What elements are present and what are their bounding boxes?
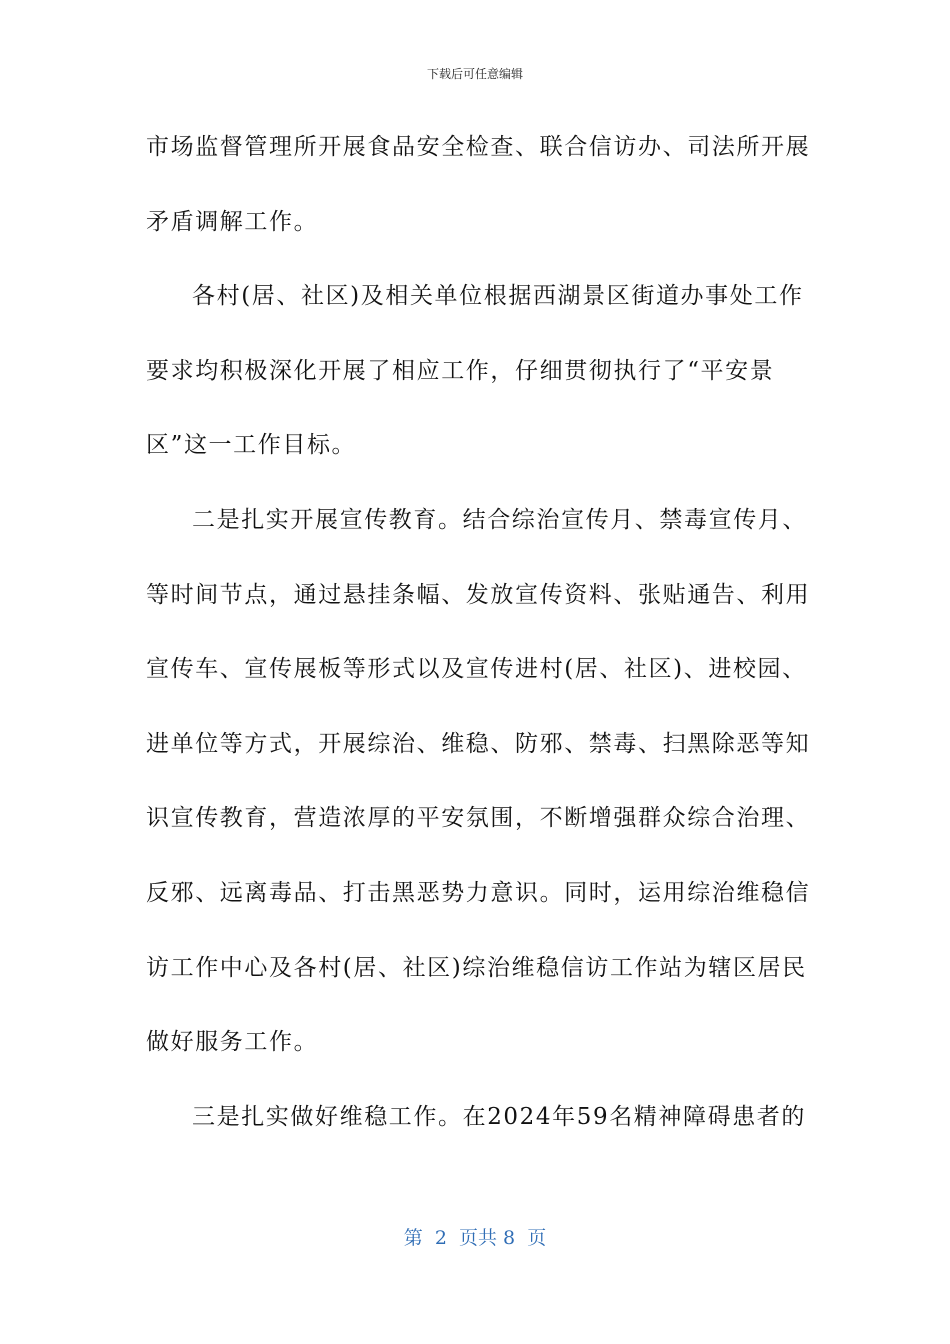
- document-body: [146, 110, 811, 1154]
- paragraph-start-line: 各村(居、社区)及相关单位根据西湖景区街道办事处工作: [192, 283, 804, 310]
- page-header: 下载后可任意编辑: [426, 67, 523, 81]
- paragraph-start-line: 二是扎实开展宣传教育。结合综治宣传月、禁毒宣传月、: [192, 506, 807, 533]
- text-line: 访工作中心及各村(居、社区)综治维稳信访工作站为辖区居民: [146, 954, 807, 981]
- paragraph-start-line: 三是扎实做好维稳工作。在2024年59名精神障碍患者的: [192, 1103, 806, 1130]
- text-line: 做好服务工作。: [146, 1029, 319, 1056]
- text-line: 进单位等方式，开展综治、维稳、防邪、禁毒、扫黑除恶等知: [146, 730, 811, 757]
- page-number-footer: 第 2 页共 8 页: [403, 1227, 547, 1249]
- text-line: 要求均积极深化开展了相应工作，仔细贯彻执行了“平安景: [146, 357, 775, 384]
- text-line: 矛盾调解工作。: [146, 208, 319, 235]
- text-line: 宣传车、宣传展板等形式以及宣传进村(居、社区)、进校园、: [146, 656, 807, 683]
- text-line: 等时间节点，通过悬挂条幅、发放宣传资料、张贴通告、利用: [146, 581, 811, 608]
- text-line: 识宣传教育，营造浓厚的平安氛围，不断增强群众综合治理、: [146, 805, 811, 832]
- text-line: 反邪、远离毒品、打击黑恶势力意识。同时，运用综治维稳信: [146, 879, 811, 906]
- text-line: 区”这一工作目标。: [146, 432, 357, 459]
- text-line: 市场监督管理所开展食品安全检查、联合信访办、司法所开展: [146, 134, 811, 160]
